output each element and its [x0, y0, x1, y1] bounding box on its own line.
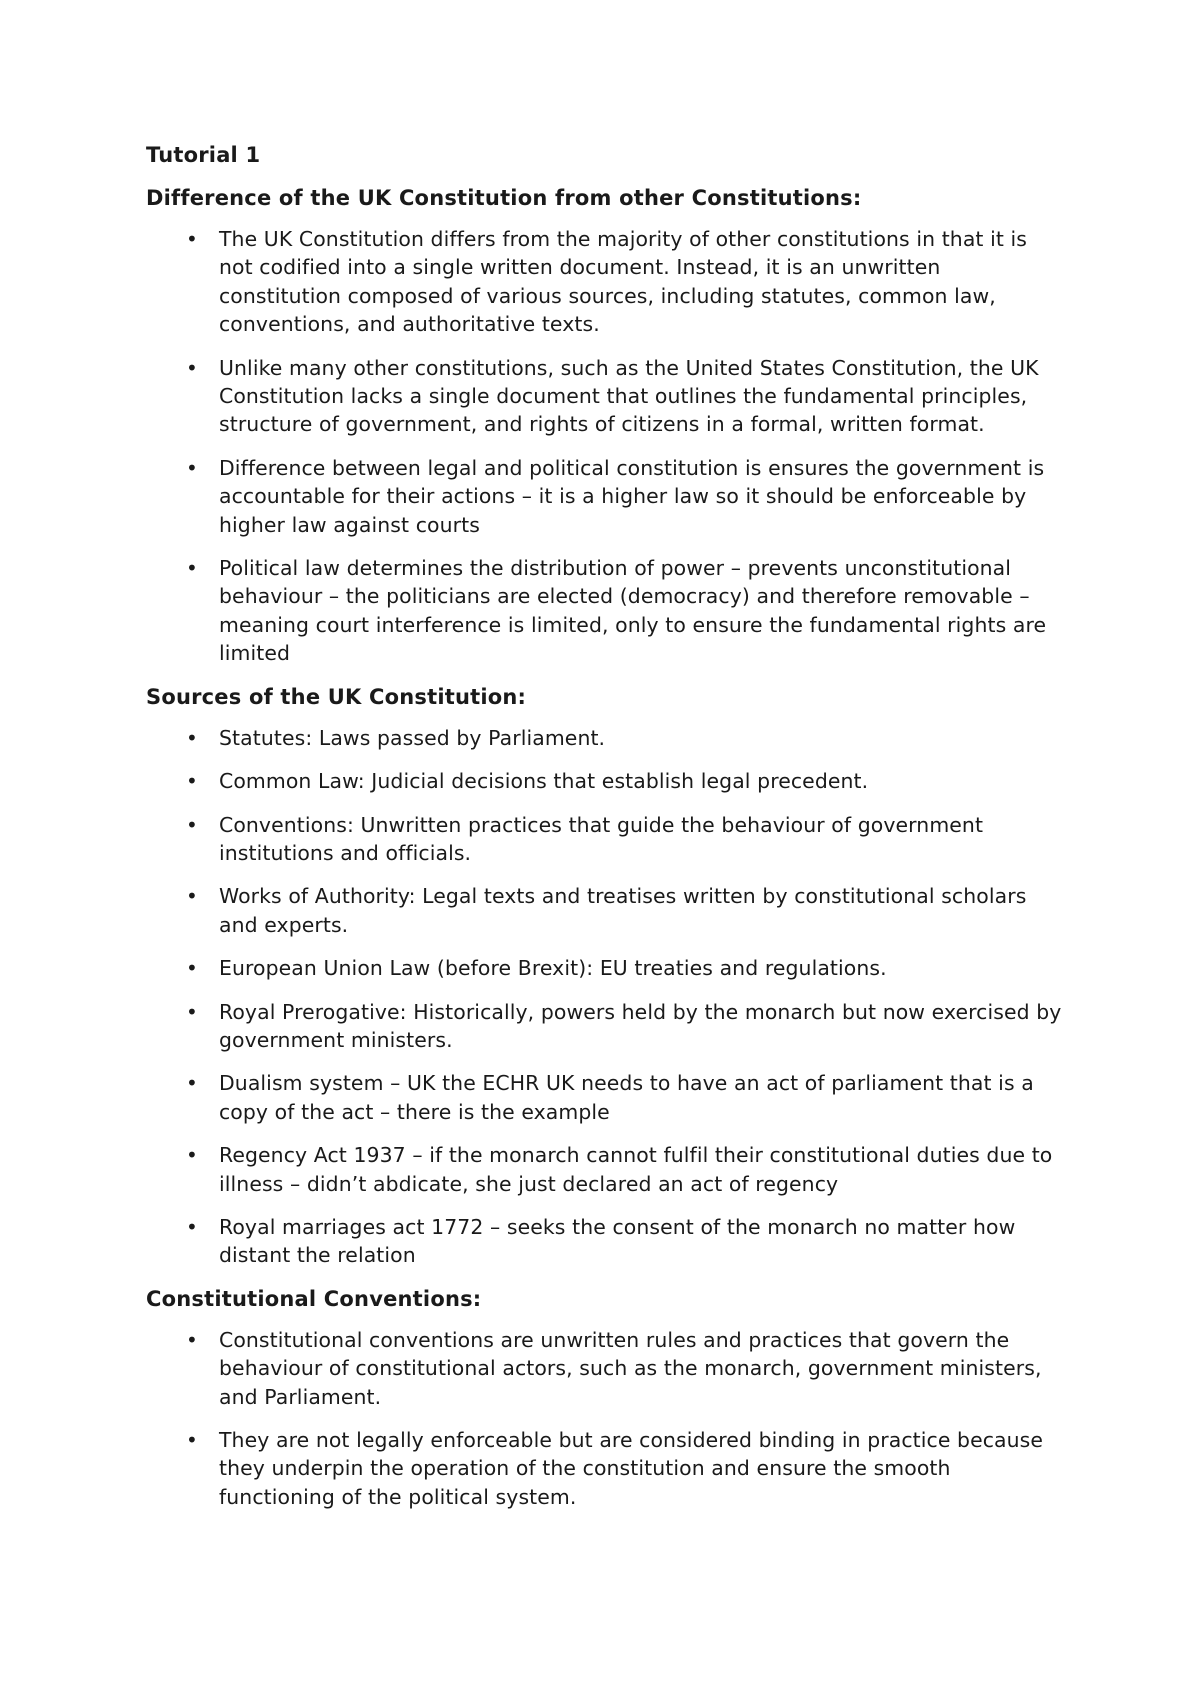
list-item-text: Conventions: Unwritten practices that guide the behaviour of government institutions and officials.: [219, 812, 984, 865]
bullet-icon: •: [186, 999, 198, 1024]
list-item-text: Constitutional conventions are unwritten rules and practices that govern the behaviour of constitutional actors, such as the monarch, government ministers, and Parliament.: [219, 1327, 1042, 1409]
list-item: [146, 882, 1066, 939]
list-item-text: Difference between legal and political constitution is ensures the government is accountable for their actions – it is a higher law so it should be enforceable by higher law against courts: [219, 455, 1045, 537]
bullet-icon: •: [186, 1428, 198, 1452]
list-item-text: Common Law: Judicial decisions that establish legal precedent.: [219, 769, 869, 794]
section-heading: Difference of the UK Constitution from other Constitutions:: [146, 186, 862, 210]
list-item: [146, 998, 1066, 1055]
list-item: [146, 1069, 1066, 1126]
page-title: Tutorial 1: [146, 143, 261, 167]
list-item: [146, 554, 1066, 668]
bullet-icon: •: [186, 556, 198, 581]
list-item: [146, 811, 1066, 868]
section-differences: [146, 184, 1066, 668]
list-item-text: Works of Authority: Legal texts and treatises written by constitutional scholars and experts.: [219, 884, 1027, 937]
bullet-list: [146, 225, 1066, 668]
list-item-text: Political law determines the distribution of power – prevents unconstitutional behaviour – the politicians are elected (democracy) and therefore removable – meaning court interference is limited, only to ensure the fundamental rights are limited: [219, 556, 1047, 666]
bullet-icon: •: [186, 1143, 198, 1168]
bullet-list: [146, 724, 1066, 1270]
list-item: [146, 1326, 1066, 1411]
list-item-text: Royal marriages act 1772 – seeks the consent of the monarch no matter how distant the relation: [219, 1214, 1016, 1268]
list-item-text: Royal Prerogative: Historically, powers held by the monarch but now exercised by government ministers.: [219, 999, 1062, 1052]
section-sources: [146, 683, 1066, 1270]
document-page: [146, 141, 1066, 1526]
list-item-text: The UK Constitution differs from the majority of other constitutions in that it is not codified into a single written document. Instead, it is an unwritten constitution composed of various sources, including statutes, common law, conventions, and authoritative texts.: [219, 227, 1028, 337]
bullet-icon: •: [186, 725, 198, 750]
bullet-icon: •: [186, 1214, 198, 1239]
list-item-text: Dualism system – UK the ECHR UK needs to have an act of parliament that is a copy of the act – there is the example: [219, 1071, 1034, 1124]
bullet-icon: •: [186, 956, 198, 981]
section-heading: Sources of the UK Constitution:: [146, 684, 527, 709]
list-item-text: Statutes: Laws passed by Parliament.: [219, 725, 606, 750]
bullet-icon: •: [186, 769, 198, 794]
bullet-icon: •: [186, 812, 198, 837]
list-item: [146, 724, 1066, 752]
list-item: [146, 954, 1066, 982]
list-item: [146, 767, 1066, 795]
list-item: [146, 454, 1066, 539]
section-heading: Constitutional Conventions:: [146, 1286, 482, 1311]
list-item: [146, 354, 1066, 439]
bullet-icon: •: [186, 227, 198, 251]
list-item-text: Unlike many other constitutions, such as the United States Constitution, the UK Constitution lacks a single document that outlines the fundamental principles, structure of government, and rights of citizens in a formal, written format.: [219, 355, 1039, 437]
bullet-icon: •: [186, 884, 198, 909]
list-item: [146, 1426, 1066, 1511]
list-item-text: European Union Law (before Brexit): EU treaties and regulations.: [219, 956, 887, 981]
bullet-list: [146, 1326, 1066, 1511]
bullet-icon: •: [186, 1071, 198, 1096]
list-item: [146, 225, 1066, 339]
bullet-icon: •: [186, 355, 198, 380]
list-item: [146, 1213, 1066, 1270]
list-item-text: They are not legally enforceable but are considered binding in practice because they underpin the operation of the constitution and ensure the smooth functioning of the political system.: [219, 1428, 1044, 1509]
bullet-icon: •: [186, 1327, 198, 1352]
bullet-icon: •: [186, 455, 198, 480]
list-item-text: Regency Act 1937 – if the monarch cannot fulfil their constitutional duties due to illness – didn’t abdicate, she just declared an act of regency: [219, 1143, 1053, 1196]
list-item: [146, 1141, 1066, 1198]
section-conventions: [146, 1285, 1066, 1511]
